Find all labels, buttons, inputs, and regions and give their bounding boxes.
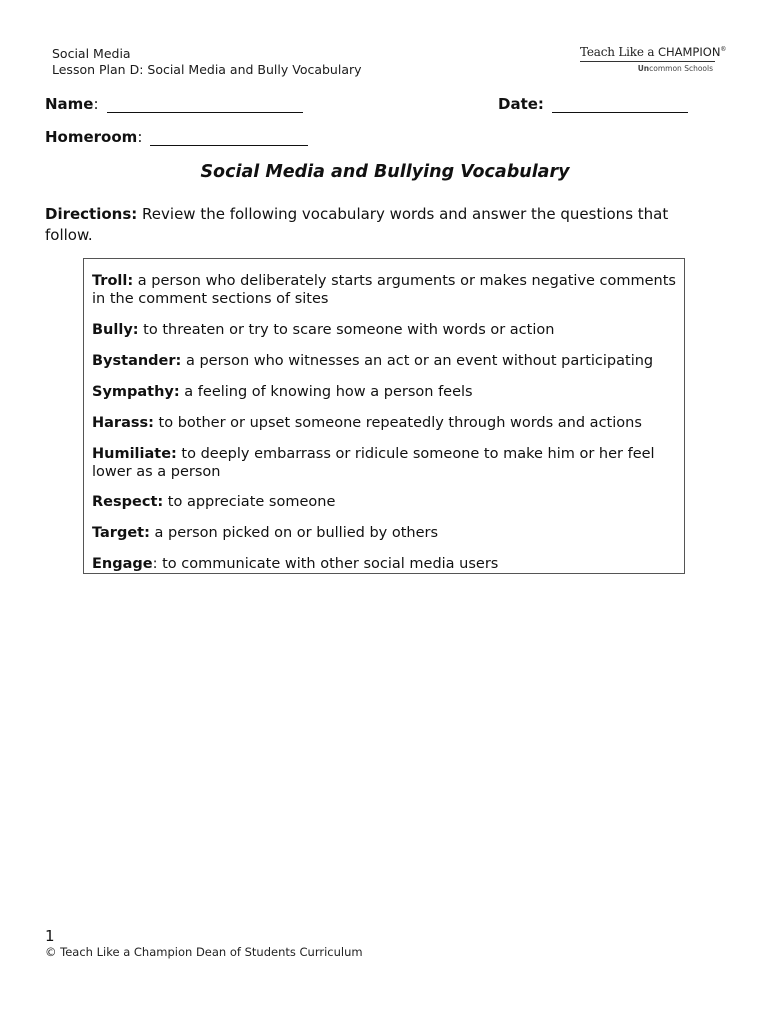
- vocab-definition: a person who deliberately starts arguments or makes negative comments in the comment sections of sites: [92, 273, 676, 307]
- vocab-term: Respect:: [92, 494, 164, 510]
- copyright-notice: © Teach Like a Champion Dean of Students Curriculum: [45, 945, 363, 959]
- logo-sub-rest: common Schools: [649, 64, 713, 73]
- logo-registered-mark: ®: [720, 46, 727, 53]
- vocab-definition: to threaten or try to scare someone with words or action: [138, 322, 555, 338]
- homeroom-field: [45, 128, 308, 146]
- tlac-logo: [580, 45, 727, 73]
- logo-rule: [580, 61, 715, 62]
- vocab-item-respect: [92, 493, 678, 511]
- homeroom-sep: :: [137, 128, 143, 146]
- vocabulary-box: [83, 258, 685, 574]
- date-label: Date:: [498, 95, 544, 113]
- logo-text: Teach Like a: [580, 45, 655, 59]
- homeroom-blank-line[interactable]: [150, 131, 308, 146]
- vocab-term: Harass:: [92, 415, 154, 431]
- vocab-definition: a feeling of knowing how a person feels: [179, 384, 473, 400]
- logo-champion: CHAMPION: [657, 45, 721, 59]
- page-number: 1: [45, 927, 55, 945]
- vocab-term: Bully:: [92, 322, 139, 338]
- vocab-term: Engage: [92, 556, 153, 572]
- vocab-term: Bystander:: [92, 353, 182, 369]
- directions-text: Review the following vocabulary words and answer the questions that follow.: [45, 205, 669, 244]
- vocab-item-humiliate: [92, 445, 678, 481]
- date-field: [498, 95, 688, 113]
- vocab-definition: a person who witnesses an act or an event without participating: [181, 353, 654, 369]
- vocab-item-engage: [92, 555, 678, 573]
- vocab-item-harass: [92, 414, 678, 432]
- logo-sub-bold: Un: [637, 64, 650, 73]
- vocab-item-sympathy: [92, 383, 678, 401]
- vocab-definition: to deeply embarrass or ridicule someone to make him or her feel lower as a person: [92, 446, 655, 480]
- page-title: Social Media and Bullying Vocabulary: [200, 162, 570, 182]
- vocab-definition: a person picked on or bullied by others: [149, 525, 439, 541]
- header-lesson-plan: Lesson Plan D: Social Media and Bully Vocabulary: [52, 62, 362, 77]
- vocab-item-target: [92, 524, 678, 542]
- homeroom-label: Homeroom: [45, 128, 138, 146]
- name-field: [45, 95, 303, 113]
- logo-subtitle: [580, 64, 718, 73]
- logo-wordmark: [580, 45, 727, 59]
- vocab-term: Target:: [92, 525, 150, 541]
- name-sep: :: [93, 95, 99, 113]
- directions-label: Directions:: [45, 205, 138, 223]
- vocab-definition: to appreciate someone: [163, 494, 336, 510]
- vocab-definition: to bother or upset someone repeatedly through words and actions: [153, 415, 642, 431]
- directions: [45, 204, 705, 246]
- header-course: Social Media: [52, 46, 131, 61]
- name-blank-line[interactable]: [107, 98, 303, 113]
- vocab-item-troll: [92, 272, 678, 308]
- vocab-item-bystander: [92, 352, 678, 370]
- date-blank-line[interactable]: [552, 98, 688, 113]
- vocab-term: Troll:: [92, 273, 134, 289]
- vocab-term: Humiliate:: [92, 446, 177, 462]
- name-label: Name: [45, 95, 94, 113]
- vocab-term: Sympathy:: [92, 384, 180, 400]
- vocab-item-bully: [92, 321, 678, 339]
- vocab-definition: : to communicate with other social media users: [152, 556, 499, 572]
